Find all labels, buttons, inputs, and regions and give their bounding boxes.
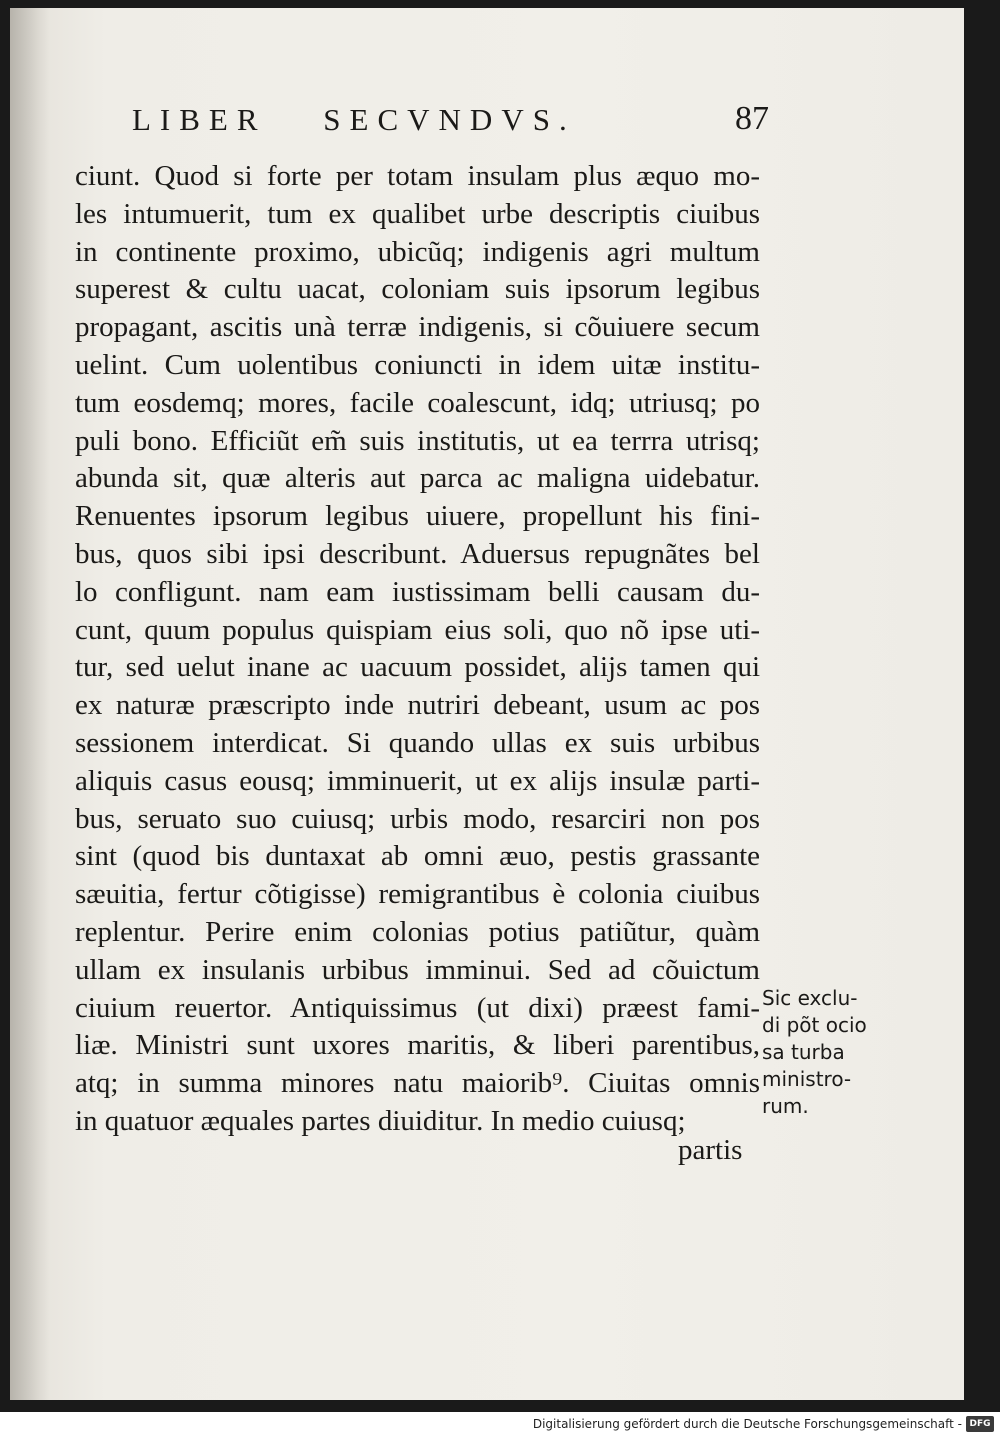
marginal-note-line: di põt ocio [762,1013,867,1037]
scanner-frame-left [0,0,10,1412]
body-text [75,158,760,1141]
text-line: superest & cultu uacat, coloniam suis ipsorum legibus [75,273,760,306]
text-line: replentur. Perire enim colonias potius patiũtur, quàm [75,915,760,948]
text-line: in quatuor æquales partes diuiditur. In medio cuiusq; [75,1104,686,1137]
text-line: liæ. Ministri sunt uxores maritis, & liberi parentibus, [75,1029,760,1062]
scanner-frame-top [0,0,1000,8]
marginal-note-line: Sic exclu- [762,986,858,1010]
text-line: propagant, ascitis unà terræ indigenis, si cõuiuere secum [75,311,760,344]
text-line: sint (quod bis duntaxat ab omni æuo, pestis grassante [75,840,760,873]
text-line: ciuium reuertor. Antiquissimus (ut dixi) præest fami- [75,991,760,1024]
marginal-note-line: rum. [762,1094,809,1118]
text-line: ex naturæ præscripto inde nutriri debeant, usum ac pos [75,689,760,722]
text-line: aliquis casus eousq; imminuerit, ut ex alijs insulæ parti- [75,764,760,797]
running-head: LIBER SECVNDVS. [132,102,576,137]
scanner-frame-right [964,0,1000,1412]
catchword: partis [678,1134,743,1166]
dfg-logo: DFG [966,1416,994,1432]
text-line: ciunt. Quod si forte per totam insulam plus æquo mo- [75,160,760,192]
text-line: bus, quos sibi ipsi describunt. Aduersus repugnãtes bel [75,537,760,570]
text-line: bus, seruato suo cuiusq; urbis modo, resarciri non pos [75,802,760,835]
marginal-note-line: ministro- [762,1067,852,1091]
funding-credit: Digitalisierung gefördert durch die Deutsche Forschungsgemeinschaft - [532,1417,962,1431]
text-line: in continente proximo, ubicũq; indigenis agri multum [75,235,760,268]
page-number: 87 [735,100,769,137]
text-line: puli bono. Efficiũt em̃ suis institutis, ut ea terrra utrisq; [75,424,760,457]
digitization-footer [0,1412,1000,1440]
gutter-shadow [10,8,50,1400]
marginal-note [762,985,902,1120]
text-line: tum eosdemq; mores, facile coalescunt, idq; utriusq; po [75,386,760,419]
text-line: uelint. Cum uolentibus coniuncti in idem uitæ institu- [75,348,760,381]
text-line: tur, sed uelut inane ac uacuum possidet, alijs tamen qui [75,651,760,684]
text-line: sæuitia, fertur cõtigisse) remigrantibus è colonia ciuibus [75,878,760,911]
marginal-note-line: sa turba [762,1040,845,1064]
text-line: Renuentes ipsorum legibus uiuere, propellunt his fini- [75,500,760,533]
text-line: cunt, quum populus quispiam eius soli, quo nõ ipse uti- [75,613,760,646]
text-line: abunda sit, quæ alteris aut parca ac maligna uidebatur. [75,462,760,495]
text-line: sessionem interdicat. Si quando ullas ex suis urbibus [75,726,760,759]
text-line: ullam ex insulanis urbibus imminui. Sed ad cõuictum [75,953,760,986]
text-line: lo confligunt. nam eam iustissimam belli causam du- [75,575,760,608]
text-line: atq; in summa minores natu maiorib⁹. Ciuitas omnis [75,1067,760,1100]
text-line: les intumuerit, tum ex qualibet urbe descriptis ciuibus [75,197,760,230]
scanner-frame-bottom [0,1400,1000,1412]
